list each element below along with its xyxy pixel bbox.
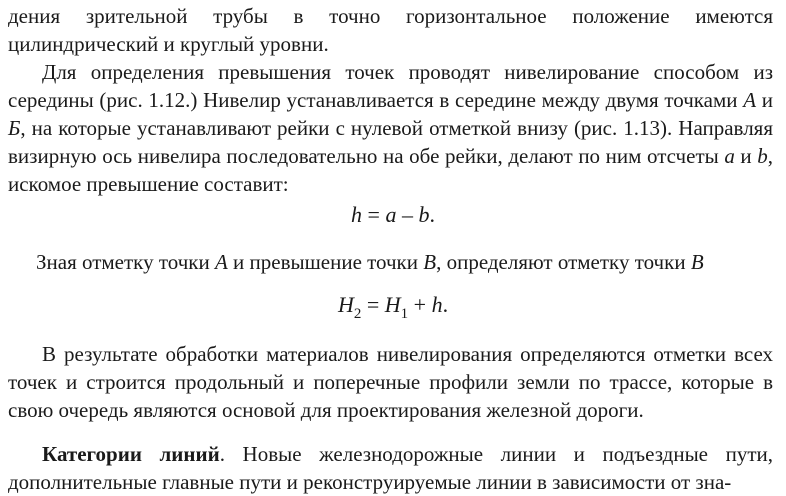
paragraph-result bbox=[8, 340, 773, 424]
text-segment: и bbox=[756, 88, 773, 112]
paragraph-top bbox=[8, 2, 773, 58]
point-a-label: A bbox=[214, 250, 228, 274]
point-a-label: А bbox=[743, 88, 757, 112]
paragraph-known-elevation bbox=[8, 248, 773, 276]
text-segment: , на которые устанавливают рейки с нулевой отметкой внизу (рис. 1.13). Направляя визирную ось нивелира последовательно на обе рейки, делают по ним отсчеты bbox=[8, 116, 773, 168]
text-segment: Для определения превышения точек проводят нивелирование способом из середины (рис. 1.12.) Нивелир устанавливается в середине между двумя точками bbox=[8, 60, 773, 112]
formula-equals: = bbox=[362, 202, 386, 227]
subscript-2: 2 bbox=[353, 306, 362, 322]
point-b-label: Б bbox=[8, 116, 21, 140]
text-segment: , определяют отметку точки bbox=[436, 250, 691, 274]
paragraph-result-text: В результате обработки материалов нивелирования определяются отметки всех точек и строится продольный и поперечные профили земли по трассе, которые в свою очередь являются основой для проектирования железной дороги. bbox=[8, 342, 773, 422]
formula-minus: – bbox=[396, 202, 419, 227]
formula-h: h bbox=[431, 292, 443, 317]
formula-b: b bbox=[418, 202, 430, 227]
text-segment: и bbox=[734, 144, 758, 168]
subscript-1: 1 bbox=[400, 306, 409, 322]
formula-period: . bbox=[429, 202, 435, 227]
text-segment: и превышение точки bbox=[227, 250, 424, 274]
formula-h: h bbox=[351, 202, 363, 227]
text-segment: Зная отметку точки bbox=[36, 250, 215, 274]
formula-equals: = bbox=[361, 292, 385, 317]
paragraph-top-text: дения зрительной трубы в точно горизонтальное положение имеются цилиндрический и круглый уровни. bbox=[8, 4, 773, 56]
paragraph-categories bbox=[8, 440, 773, 496]
paragraph-leveling-method bbox=[8, 58, 773, 198]
reading-b: b bbox=[757, 144, 768, 168]
paragraph-categories-text: . Новые железнодорожные линии и подъездные пути, дополнительные главные пути и реконструируемые линии в зависимости от зна- bbox=[8, 442, 773, 494]
formula-H: H bbox=[337, 292, 354, 317]
point-b-label: B bbox=[423, 250, 437, 274]
formula-H: H bbox=[384, 292, 401, 317]
section-heading: Категории линий bbox=[42, 442, 220, 466]
formula-period: . bbox=[442, 292, 449, 317]
reading-a: a bbox=[724, 144, 735, 168]
formula-a: a bbox=[385, 202, 397, 227]
formula-height-difference bbox=[0, 200, 786, 230]
point-b-label: B bbox=[690, 250, 704, 274]
formula-plus: + bbox=[408, 292, 432, 317]
text-segment: , искомое превышение составит: bbox=[8, 144, 773, 196]
formula-elevation bbox=[0, 290, 786, 329]
